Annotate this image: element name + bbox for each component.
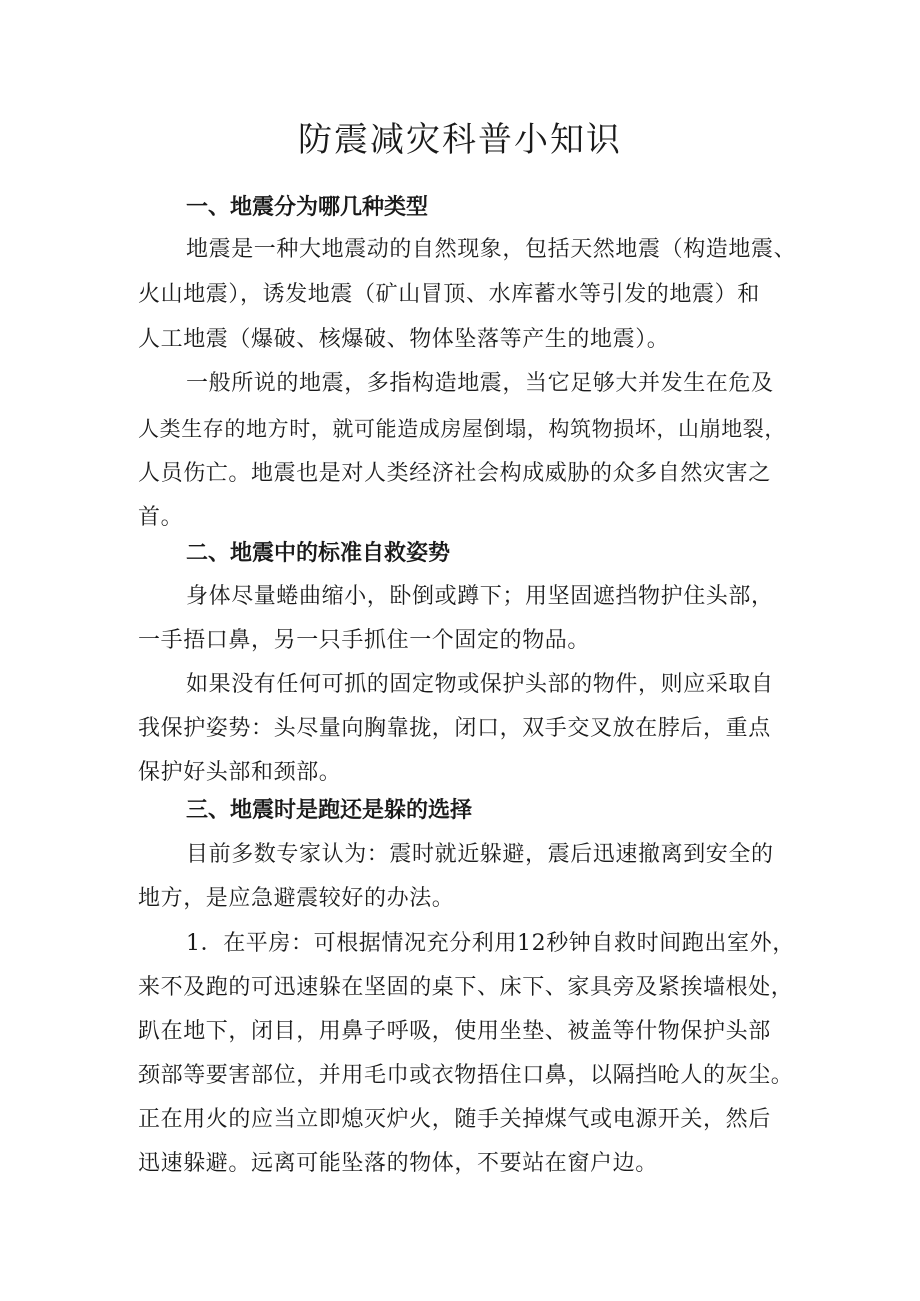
paragraph-line: 地方，是应急避震较好的办法。 <box>138 886 455 911</box>
paragraph-line: 一手捂口鼻，另一只手抓住一个固定的物品。 <box>138 628 591 653</box>
paragraph-line: 趴在地下，闭目，用鼻子呼吸，使用坐垫、被盖等什物保护头部 <box>138 1019 771 1044</box>
paragraph-line: 地震是一种大地震动的自然现象，包括天然地震（构造地震、 <box>186 237 797 262</box>
section-heading-2: 二、地震中的标准自救姿势 <box>186 541 451 566</box>
section-heading-1: 一、地震分为哪几种类型 <box>186 195 429 220</box>
paragraph-line: 人类生存的地方时，就可能造成房屋倒塌，构筑物损坏，山崩地裂， <box>138 417 786 441</box>
paragraph-line: 目前多数专家认为：震时就近躲避，震后迅速撤离到安全的 <box>186 842 774 867</box>
paragraph-line: 来不及跑的可迅速躲在坚固的桌下、床下、家具旁及紧挨墙根处， <box>138 975 794 1000</box>
paragraph-line: 一般所说的地震，多指构造地震，当它足够大并发生在危及 <box>186 371 774 396</box>
paragraph-line: 我保护姿势：头尽量向胸靠拢，闭口，双手交叉放在脖后，重点 <box>138 716 771 741</box>
paragraph-line: 保护好头部和颈部。 <box>138 760 342 785</box>
paragraph-line: 身体尽量蜷曲缩小，卧倒或蹲下；用坚固遮挡物护住头部， <box>186 584 774 609</box>
paragraph-line: 人工地震（爆破、核爆破、物体坠落等产生的地震）。 <box>138 327 670 352</box>
paragraph-line: 如果没有任何可抓的固定物或保护头部的物件，则应采取自 <box>186 672 774 697</box>
paragraph-line: 人员伤亡。地震也是对人类经济社会构成威胁的众多自然灾害之 <box>138 461 771 486</box>
paragraph-line: 1．在平房：可根据情况充分利用12秒钟自救时间跑出室外， <box>186 931 795 956</box>
paragraph-line: 迅速躲避。远离可能坠落的物体，不要站在窗户边。 <box>138 1151 658 1176</box>
paragraph-line: 颈部等要害部位，并用毛巾或衣物捂住口鼻，以隔挡呛人的灰尘。 <box>138 1063 794 1088</box>
paragraph-line: 首。 <box>138 505 184 530</box>
paragraph-line: 正在用火的应当立即熄灭炉火，随手关掉煤气或电源开关，然后 <box>138 1107 771 1132</box>
page-title: 防震减灾科普小知识 <box>298 120 622 160</box>
section-heading-3: 三、地震时是跑还是躲的选择 <box>186 798 473 823</box>
paragraph-line: 火山地震），诱发地震（矿山冒顶、水库蓄水等引发的地震）和 <box>138 282 760 307</box>
